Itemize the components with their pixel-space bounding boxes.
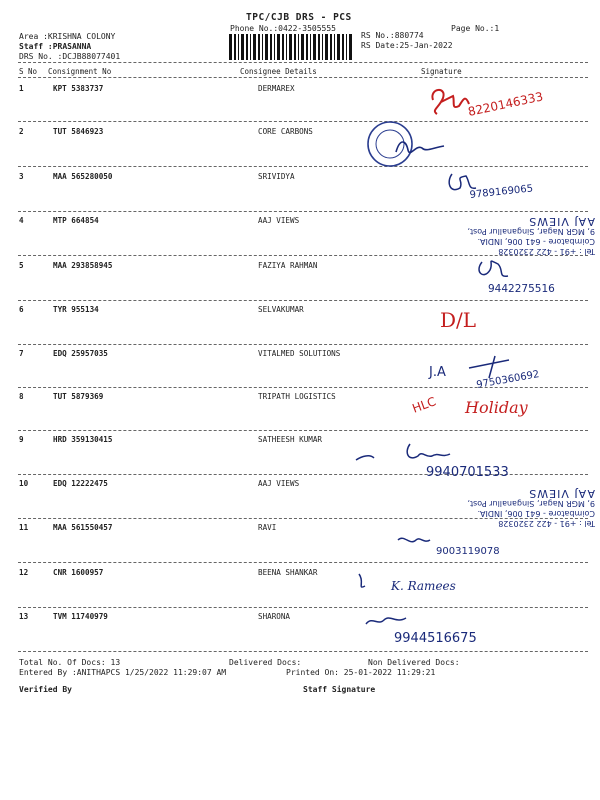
barcode-bar (241, 34, 244, 60)
signature-phone: 8220146333 (466, 89, 545, 119)
aaj-views-stamp-2 (430, 476, 595, 528)
row-consignee: BEENA SHANKAR (258, 568, 318, 577)
row-sno: 11 (19, 523, 29, 532)
row-consignee: VITALMED SOLUTIONS (258, 349, 341, 358)
column-header-signature: Signature (421, 67, 462, 76)
barcode-bar (294, 34, 296, 60)
barcode-bar (282, 34, 284, 60)
row-divider (18, 430, 588, 431)
row-consignment: TUT 5879369 (53, 392, 104, 401)
stamp-line: Coimbatore - 641 006, INDIA. (477, 237, 595, 246)
barcode-bar (277, 34, 280, 60)
table-row (0, 305, 600, 319)
aaj-views-stamp-1 (430, 204, 595, 256)
barcode-bar (318, 34, 320, 60)
signature-row-13 (362, 610, 532, 648)
row-consignee: AAJ VIEWS (258, 216, 300, 225)
row-sno: 5 (19, 261, 24, 270)
non-delivered-docs: Non Delivered Docs: (368, 658, 460, 667)
barcode-bar (246, 34, 248, 60)
header-divider-bottom (18, 77, 588, 78)
barcode-bar (310, 34, 311, 60)
barcode-bar (258, 34, 260, 60)
barcode-bar (342, 34, 344, 60)
signature-row-2 (360, 118, 480, 173)
barcode-bar (325, 34, 328, 60)
row-sno: 4 (19, 216, 24, 225)
column-header-consignment: Consignment No (48, 67, 112, 76)
rs-number: RS No.:880774 (361, 31, 424, 40)
barcode-bar (322, 34, 323, 60)
stamp-line: 9, MGR Nagar, Singanallur Post, (467, 227, 595, 236)
row-consignment: TVM 11740979 (53, 612, 108, 621)
row-consignee: FAZIYA RAHMAN (258, 261, 318, 270)
column-header-consignee: Consignee Details (240, 67, 317, 76)
row-consignment: MAA 293858945 (53, 261, 113, 270)
phone-number: Phone No.:0422-3505555 (230, 24, 336, 33)
signature-phone: 9940701533 (426, 465, 509, 480)
row-sno: 2 (19, 127, 24, 136)
barcode-bar (313, 34, 316, 60)
barcode-bar (229, 34, 232, 60)
row-sno: 13 (19, 612, 29, 621)
signature-phone: 9442275516 (488, 283, 555, 295)
signature-row-3 (440, 168, 560, 204)
document-title: TPC/CJB DRS - PCS (246, 12, 352, 23)
page-number: Page No.:1 (451, 24, 500, 33)
signature-name: K. Ramees (391, 579, 456, 593)
row-sno: 7 (19, 349, 24, 358)
signature-phone: 9003119078 (436, 546, 500, 557)
signature-row-9 (352, 436, 572, 480)
signature-row-8: Holiday (465, 398, 528, 417)
row-sno: 10 (19, 479, 29, 488)
row-sno: 12 (19, 568, 29, 577)
header-divider (18, 62, 588, 63)
barcode-bar (265, 34, 268, 60)
barcode-bar (286, 34, 287, 60)
barcode-bar (262, 34, 263, 60)
area-label: Area :KRISHNA COLONY (19, 32, 116, 41)
barcode-icon (228, 34, 352, 60)
signature-phone: 9789169065 (469, 183, 534, 201)
barcode-bar (238, 34, 239, 60)
row-consignment: MAA 561550457 (53, 523, 113, 532)
signature-row-7 (425, 348, 585, 392)
staff-signature: Staff Signature (303, 685, 376, 694)
row-consignment: CNR 1600957 (53, 568, 104, 577)
row-consignment: MTP 664854 (53, 216, 99, 225)
row-consignment: KPT 5383737 (53, 84, 104, 93)
row-divider (18, 300, 588, 301)
barcode-bar (337, 34, 340, 60)
row-sno: 6 (19, 305, 24, 314)
row-consignment: EDQ 25957035 (53, 349, 108, 358)
barcode-bar (306, 34, 308, 60)
barcode-bar (334, 34, 335, 60)
row-consignee: SATHEESH KUMAR (258, 435, 323, 444)
barcode-bar (346, 34, 347, 60)
stamp-line: Coimbatore - 641 006, INDIA. (477, 509, 595, 518)
staff-label: Staff :PRASANNA (19, 42, 92, 51)
row-consignment: MAA 565280050 (53, 172, 113, 181)
barcode-bar (289, 34, 292, 60)
signature-row-8-initials: HLC (410, 394, 438, 416)
row-consignee: CORE CARBONS (258, 127, 313, 136)
printed-on: Printed On: 25-01-2022 11:29:21 (286, 668, 436, 677)
barcode-bar (274, 34, 275, 60)
barcode-bar (301, 34, 304, 60)
total-docs: Total No. Of Docs: 13 (19, 658, 121, 667)
row-consignee: TRIPATH LOGISTICS (258, 392, 336, 401)
entered-by: Entered By :ANITHAPCS 1/25/2022 11:29:07 AM (19, 668, 227, 677)
barcode-bar (270, 34, 272, 60)
row-sno: 9 (19, 435, 24, 444)
barcode-bar (349, 34, 352, 60)
row-divider (18, 344, 588, 345)
column-header-sno: S No (19, 67, 38, 76)
barcode-bar (330, 34, 332, 60)
drs-number: DRS No. :DCJB88077401 (19, 52, 121, 61)
row-consignment: HRD 359130415 (53, 435, 113, 444)
row-divider (18, 607, 588, 608)
row-consignee: DERMAREX (258, 84, 295, 93)
row-sno: 3 (19, 172, 24, 181)
row-divider (18, 166, 588, 167)
signature-phone: 9750360692 (475, 369, 541, 391)
stamp-line: AAJ VIEWS (528, 487, 595, 500)
row-consignment: TUT 5846923 (53, 127, 104, 136)
signature-row-11 (396, 530, 526, 560)
stamp-line: 9, MGR Nagar, Singanallur Post, (467, 499, 595, 508)
rs-date: RS Date:25-Jan-2022 (361, 41, 453, 50)
delivered-docs: Delivered Docs: (229, 658, 302, 667)
barcode-bar (234, 34, 236, 60)
barcode-bar (250, 34, 251, 60)
barcode-bar (253, 34, 256, 60)
signature-row-5 (468, 254, 598, 298)
row-consignee: RAVI (258, 523, 277, 532)
signature-row-6: D/L (440, 308, 477, 332)
stamp-line: Tel : +91 - 422 2320328 (498, 247, 595, 256)
table-row (0, 568, 600, 582)
row-sno: 1 (19, 84, 24, 93)
row-consignee: SHARONA (258, 612, 291, 621)
row-consignment: EDQ 12222475 (53, 479, 108, 488)
signature-initials: J.A (429, 365, 446, 380)
barcode-bar (298, 34, 299, 60)
stamp-line: AAJ VIEWS (528, 215, 595, 228)
signature-row-12 (355, 570, 475, 600)
signature-phone: 9944516675 (394, 631, 477, 646)
row-sno: 8 (19, 392, 24, 401)
row-consignee: SELVAKUMAR (258, 305, 304, 314)
row-divider (18, 562, 588, 563)
row-consignment: TYR 955134 (53, 305, 99, 314)
stamp-line: Tel : +91 - 422 2320328 (498, 519, 595, 528)
row-consignee: SRIVIDYA (258, 172, 295, 181)
table-row (0, 127, 600, 141)
verified-by: Verified By (19, 685, 72, 694)
row-divider (18, 651, 588, 652)
row-consignee: AAJ VIEWS (258, 479, 300, 488)
